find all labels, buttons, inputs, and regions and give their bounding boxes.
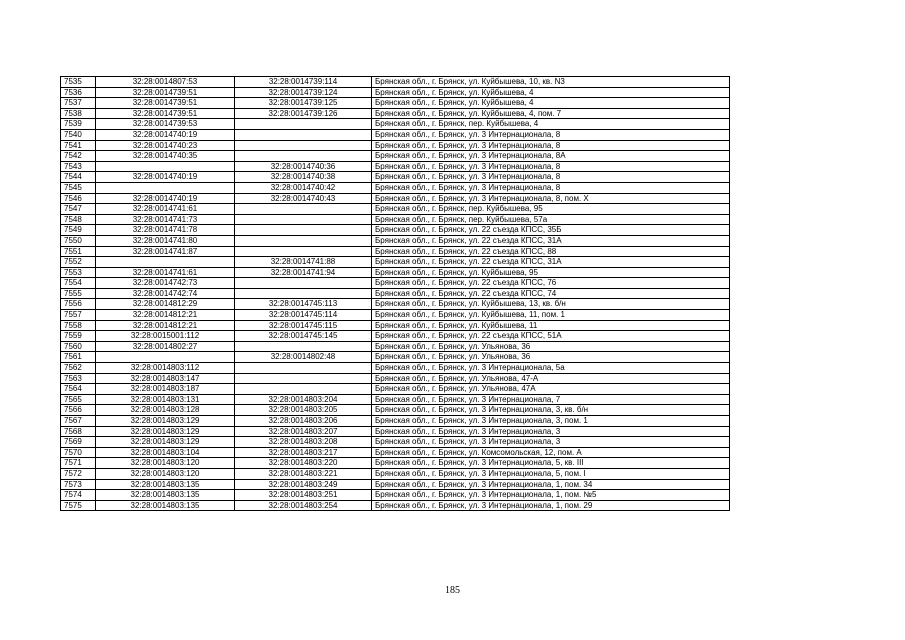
address-cell: Брянская обл., г. Брянск, ул. 3 Интернационала, 5а xyxy=(372,363,730,374)
table-row xyxy=(61,182,730,193)
table-row xyxy=(61,437,730,448)
table-row xyxy=(61,373,730,384)
row-number-cell: 7565 xyxy=(61,394,96,405)
address-cell: Брянская обл., г. Брянск, ул. Куйбышева, 11 xyxy=(372,320,730,331)
parent-cadastral-number-cell xyxy=(235,214,372,225)
address-cell: Брянская обл., г. Брянск, пер. Куйбышева, 95 xyxy=(372,204,730,215)
table-row xyxy=(61,299,730,310)
parent-cadastral-number-cell: 32:28:0014745:113 xyxy=(235,299,372,310)
address-cell: Брянская обл., г. Брянск, ул. 22 съезда КПСС, 88 xyxy=(372,246,730,257)
parent-cadastral-number-cell xyxy=(235,140,372,151)
row-number-cell: 7569 xyxy=(61,437,96,448)
row-number-cell: 7537 xyxy=(61,98,96,109)
cadastral-number-cell: 32:28:0014739:51 xyxy=(96,87,235,98)
records-table xyxy=(60,76,730,511)
table-row xyxy=(61,129,730,140)
address-cell: Брянская обл., г. Брянск, ул. 3 Интернационала, 8 xyxy=(372,129,730,140)
table-row xyxy=(61,225,730,236)
cadastral-number-cell: 32:28:0014803:135 xyxy=(96,490,235,501)
cadastral-number-cell: 32:28:0014812:29 xyxy=(96,299,235,310)
cadastral-number-cell xyxy=(96,161,235,172)
address-cell: Брянская обл., г. Брянск, ул. 22 съезда КПСС, 31А xyxy=(372,257,730,268)
address-cell: Брянская обл., г. Брянск, ул. 3 Интернационала, 8А xyxy=(372,151,730,162)
row-number-cell: 7570 xyxy=(61,447,96,458)
cadastral-number-cell xyxy=(96,352,235,363)
address-cell: Брянская обл., г. Брянск, ул. 3 Интернационала, 3 xyxy=(372,426,730,437)
cadastral-number-cell: 32:28:0014741:87 xyxy=(96,246,235,257)
address-cell: Брянская обл., г. Брянск, ул. 22 съезда КПСС, 76 xyxy=(372,278,730,289)
table-row xyxy=(61,77,730,88)
parent-cadastral-number-cell: 32:28:0014803:205 xyxy=(235,405,372,416)
parent-cadastral-number-cell: 32:28:0014803:204 xyxy=(235,394,372,405)
cadastral-number-cell: 32:28:0014739:51 xyxy=(96,98,235,109)
row-number-cell: 7547 xyxy=(61,204,96,215)
parent-cadastral-number-cell xyxy=(235,225,372,236)
table-row xyxy=(61,267,730,278)
cadastral-number-cell: 32:28:0014803:120 xyxy=(96,458,235,469)
cadastral-number-cell: 32:28:0014803:104 xyxy=(96,447,235,458)
cadastral-number-cell: 32:28:0014812:21 xyxy=(96,310,235,321)
row-number-cell: 7563 xyxy=(61,373,96,384)
table-row xyxy=(61,108,730,119)
table-row xyxy=(61,341,730,352)
address-cell: Брянская обл., г. Брянск, пер. Куйбышева, 4 xyxy=(372,119,730,130)
cadastral-number-cell: 32:28:0014740:19 xyxy=(96,193,235,204)
cadastral-number-cell: 32:28:0014741:78 xyxy=(96,225,235,236)
table-row xyxy=(61,331,730,342)
address-cell: Брянская обл., г. Брянск, ул. Ульянова, 47А xyxy=(372,384,730,395)
address-cell: Брянская обл., г. Брянск, ул. 3 Интернационала, 1, пом. 29 xyxy=(372,500,730,511)
cadastral-number-cell: 32:28:0014803:135 xyxy=(96,500,235,511)
cadastral-number-cell: 32:28:0014742:74 xyxy=(96,288,235,299)
row-number-cell: 7562 xyxy=(61,363,96,374)
parent-cadastral-number-cell: 32:28:0014740:42 xyxy=(235,182,372,193)
address-cell: Брянская обл., г. Брянск, ул. 3 Интернационала, 8 xyxy=(372,182,730,193)
table-row xyxy=(61,172,730,183)
table-row xyxy=(61,394,730,405)
row-number-cell: 7558 xyxy=(61,320,96,331)
cadastral-number-cell xyxy=(96,257,235,268)
parent-cadastral-number-cell: 32:28:0014741:94 xyxy=(235,267,372,278)
address-cell: Брянская обл., г. Брянск, ул. Ульянова, 36 xyxy=(372,341,730,352)
table-row xyxy=(61,235,730,246)
cadastral-number-cell: 32:28:0014803:129 xyxy=(96,416,235,427)
parent-cadastral-number-cell xyxy=(235,373,372,384)
row-number-cell: 7573 xyxy=(61,479,96,490)
table-row xyxy=(61,458,730,469)
cadastral-number-cell: 32:28:0014803:135 xyxy=(96,479,235,490)
table-row xyxy=(61,468,730,479)
row-number-cell: 7541 xyxy=(61,140,96,151)
parent-cadastral-number-cell: 32:28:0014745:114 xyxy=(235,310,372,321)
address-cell: Брянская обл., г. Брянск, ул. 3 Интернационала, 8 xyxy=(372,161,730,172)
address-cell: Брянская обл., г. Брянск, ул. Куйбышева, 95 xyxy=(372,267,730,278)
parent-cadastral-number-cell: 32:28:0014739:124 xyxy=(235,87,372,98)
row-number-cell: 7572 xyxy=(61,468,96,479)
row-number-cell: 7540 xyxy=(61,129,96,140)
address-cell: Брянская обл., г. Брянск, ул. 22 съезда КПСС, 35Б xyxy=(372,225,730,236)
row-number-cell: 7538 xyxy=(61,108,96,119)
address-cell: Брянская обл., г. Брянск, ул. Куйбышева, 4 xyxy=(372,98,730,109)
row-number-cell: 7535 xyxy=(61,77,96,88)
table-row xyxy=(61,479,730,490)
table-row xyxy=(61,98,730,109)
parent-cadastral-number-cell xyxy=(235,204,372,215)
parent-cadastral-number-cell xyxy=(235,363,372,374)
row-number-cell: 7568 xyxy=(61,426,96,437)
table-row xyxy=(61,204,730,215)
table-row xyxy=(61,140,730,151)
parent-cadastral-number-cell xyxy=(235,246,372,257)
address-cell: Брянская обл., г. Брянск, ул. 3 Интернационала, 5, пом. I xyxy=(372,468,730,479)
table-row xyxy=(61,352,730,363)
cadastral-number-cell: 32:28:0014739:53 xyxy=(96,119,235,130)
row-number-cell: 7557 xyxy=(61,310,96,321)
parent-cadastral-number-cell xyxy=(235,341,372,352)
address-cell: Брянская обл., г. Брянск, ул. Куйбышева, 10, кв. N3 xyxy=(372,77,730,88)
parent-cadastral-number-cell xyxy=(235,151,372,162)
address-cell: Брянская обл., г. Брянск, ул. 3 Интернационала, 1, пом. 34 xyxy=(372,479,730,490)
address-cell: Брянская обл., г. Брянск, ул. 3 Интернационала, 5, кв. III xyxy=(372,458,730,469)
row-number-cell: 7567 xyxy=(61,416,96,427)
row-number-cell: 7539 xyxy=(61,119,96,130)
table-row xyxy=(61,384,730,395)
cadastral-number-cell: 32:28:0014803:147 xyxy=(96,373,235,384)
row-number-cell: 7556 xyxy=(61,299,96,310)
cadastral-number-cell: 32:28:0014803:128 xyxy=(96,405,235,416)
table-row xyxy=(61,161,730,172)
cadastral-number-cell: 32:28:0014740:19 xyxy=(96,172,235,183)
parent-cadastral-number-cell: 32:28:0014803:208 xyxy=(235,437,372,448)
table-row xyxy=(61,426,730,437)
cadastral-number-cell: 32:28:0014803:129 xyxy=(96,437,235,448)
cadastral-number-cell: 32:28:0014803:131 xyxy=(96,394,235,405)
parent-cadastral-number-cell: 32:28:0014740:38 xyxy=(235,172,372,183)
row-number-cell: 7561 xyxy=(61,352,96,363)
row-number-cell: 7536 xyxy=(61,87,96,98)
address-cell: Брянская обл., г. Брянск, ул. 22 съезда КПСС, 31А xyxy=(372,235,730,246)
row-number-cell: 7559 xyxy=(61,331,96,342)
table-row xyxy=(61,416,730,427)
cadastral-number-cell xyxy=(96,182,235,193)
parent-cadastral-number-cell: 32:28:0014803:207 xyxy=(235,426,372,437)
table-row xyxy=(61,500,730,511)
cadastral-number-cell: 32:28:0014741:73 xyxy=(96,214,235,225)
row-number-cell: 7545 xyxy=(61,182,96,193)
parent-cadastral-number-cell xyxy=(235,278,372,289)
table-row xyxy=(61,490,730,501)
table-row xyxy=(61,288,730,299)
table-row xyxy=(61,193,730,204)
row-number-cell: 7548 xyxy=(61,214,96,225)
row-number-cell: 7555 xyxy=(61,288,96,299)
parent-cadastral-number-cell: 32:28:0014745:145 xyxy=(235,331,372,342)
cadastral-number-cell: 32:28:0015001:112 xyxy=(96,331,235,342)
cadastral-number-cell: 32:28:0014740:23 xyxy=(96,140,235,151)
parent-cadastral-number-cell xyxy=(235,288,372,299)
table-row xyxy=(61,278,730,289)
row-number-cell: 7571 xyxy=(61,458,96,469)
table-row xyxy=(61,310,730,321)
cadastral-number-cell: 32:28:0014741:61 xyxy=(96,204,235,215)
cadastral-number-cell: 32:28:0014742:73 xyxy=(96,278,235,289)
parent-cadastral-number-cell: 32:28:0014739:114 xyxy=(235,77,372,88)
parent-cadastral-number-cell: 32:28:0014740:36 xyxy=(235,161,372,172)
table-row xyxy=(61,119,730,130)
parent-cadastral-number-cell: 32:28:0014745:115 xyxy=(235,320,372,331)
parent-cadastral-number-cell xyxy=(235,235,372,246)
parent-cadastral-number-cell xyxy=(235,384,372,395)
cadastral-number-cell: 32:28:0014802:27 xyxy=(96,341,235,352)
address-cell: Брянская обл., г. Брянск, ул. 3 Интернационала, 3, кв. б/н xyxy=(372,405,730,416)
cadastral-number-cell: 32:28:0014803:120 xyxy=(96,468,235,479)
parent-cadastral-number-cell xyxy=(235,129,372,140)
table-row xyxy=(61,257,730,268)
cadastral-number-cell: 32:28:0014803:187 xyxy=(96,384,235,395)
address-cell: Брянская обл., г. Брянск, ул. 3 Интернационала, 8 xyxy=(372,140,730,151)
page-number: 185 xyxy=(445,585,460,596)
address-cell: Брянская обл., г. Брянск, ул. Куйбышева, 4, пом. 7 xyxy=(372,108,730,119)
table-row xyxy=(61,363,730,374)
cadastral-number-cell: 32:28:0014741:80 xyxy=(96,235,235,246)
parent-cadastral-number-cell: 32:28:0014803:220 xyxy=(235,458,372,469)
row-number-cell: 7543 xyxy=(61,161,96,172)
row-number-cell: 7553 xyxy=(61,267,96,278)
table-row xyxy=(61,405,730,416)
records-table-body xyxy=(61,77,730,511)
address-cell: Брянская обл., г. Брянск, ул. 3 Интернационала, 8, пом. X xyxy=(372,193,730,204)
parent-cadastral-number-cell: 32:28:0014803:221 xyxy=(235,468,372,479)
row-number-cell: 7542 xyxy=(61,151,96,162)
row-number-cell: 7549 xyxy=(61,225,96,236)
cadastral-number-cell: 32:28:0014807:53 xyxy=(96,77,235,88)
address-cell: Брянская обл., г. Брянск, ул. 3 Интернационала, 8 xyxy=(372,172,730,183)
row-number-cell: 7551 xyxy=(61,246,96,257)
address-cell: Брянская обл., г. Брянск, ул. Куйбышева, 13, кв. б/н xyxy=(372,299,730,310)
parent-cadastral-number-cell: 32:28:0014803:217 xyxy=(235,447,372,458)
parent-cadastral-number-cell: 32:28:0014802:48 xyxy=(235,352,372,363)
parent-cadastral-number-cell: 32:28:0014803:206 xyxy=(235,416,372,427)
parent-cadastral-number-cell: 32:28:0014803:251 xyxy=(235,490,372,501)
row-number-cell: 7554 xyxy=(61,278,96,289)
address-cell: Брянская обл., г. Брянск, ул. Ульянова, 36 xyxy=(372,352,730,363)
cadastral-number-cell: 32:28:0014803:129 xyxy=(96,426,235,437)
address-cell: Брянская обл., г. Брянск, ул. Ульянова, 47-А xyxy=(372,373,730,384)
cadastral-number-cell: 32:28:0014803:112 xyxy=(96,363,235,374)
row-number-cell: 7550 xyxy=(61,235,96,246)
address-cell: Брянская обл., г. Брянск, ул. 3 Интернационала, 3 xyxy=(372,437,730,448)
parent-cadastral-number-cell: 32:28:0014739:126 xyxy=(235,108,372,119)
address-cell: Брянская обл., г. Брянск, ул. Комсомольская, 12, пом. А xyxy=(372,447,730,458)
cadastral-number-cell: 32:28:0014812:21 xyxy=(96,320,235,331)
parent-cadastral-number-cell: 32:28:0014741:88 xyxy=(235,257,372,268)
row-number-cell: 7575 xyxy=(61,500,96,511)
address-cell: Брянская обл., г. Брянск, ул. Куйбышева, 11, пом. 1 xyxy=(372,310,730,321)
row-number-cell: 7560 xyxy=(61,341,96,352)
row-number-cell: 7564 xyxy=(61,384,96,395)
address-cell: Брянская обл., г. Брянск, ул. 22 съезда КПСС, 74 xyxy=(372,288,730,299)
table-row xyxy=(61,87,730,98)
table-row xyxy=(61,320,730,331)
address-cell: Брянская обл., г. Брянск, ул. 3 Интернационала, 7 xyxy=(372,394,730,405)
address-cell: Брянская обл., г. Брянск, пер. Куйбышева, 57а xyxy=(372,214,730,225)
parent-cadastral-number-cell xyxy=(235,119,372,130)
table-row xyxy=(61,151,730,162)
table-row xyxy=(61,214,730,225)
row-number-cell: 7574 xyxy=(61,490,96,501)
row-number-cell: 7566 xyxy=(61,405,96,416)
address-cell: Брянская обл., г. Брянск, ул. 3 Интернационала, 1, пом. №5 xyxy=(372,490,730,501)
address-cell: Брянская обл., г. Брянск, ул. 22 съезда КПСС, 51А xyxy=(372,331,730,342)
cadastral-number-cell: 32:28:0014741:61 xyxy=(96,267,235,278)
address-cell: Брянская обл., г. Брянск, ул. Куйбышева, 4 xyxy=(372,87,730,98)
parent-cadastral-number-cell: 32:28:0014740:43 xyxy=(235,193,372,204)
row-number-cell: 7546 xyxy=(61,193,96,204)
parent-cadastral-number-cell: 32:28:0014739:125 xyxy=(235,98,372,109)
table-row xyxy=(61,246,730,257)
row-number-cell: 7544 xyxy=(61,172,96,183)
cadastral-number-cell: 32:28:0014739:51 xyxy=(96,108,235,119)
cadastral-number-cell: 32:28:0014740:35 xyxy=(96,151,235,162)
parent-cadastral-number-cell: 32:28:0014803:254 xyxy=(235,500,372,511)
cadastral-number-cell: 32:28:0014740:19 xyxy=(96,129,235,140)
address-cell: Брянская обл., г. Брянск, ул. 3 Интернационала, 3, пом. 1 xyxy=(372,416,730,427)
row-number-cell: 7552 xyxy=(61,257,96,268)
table-row xyxy=(61,447,730,458)
parent-cadastral-number-cell: 32:28:0014803:249 xyxy=(235,479,372,490)
